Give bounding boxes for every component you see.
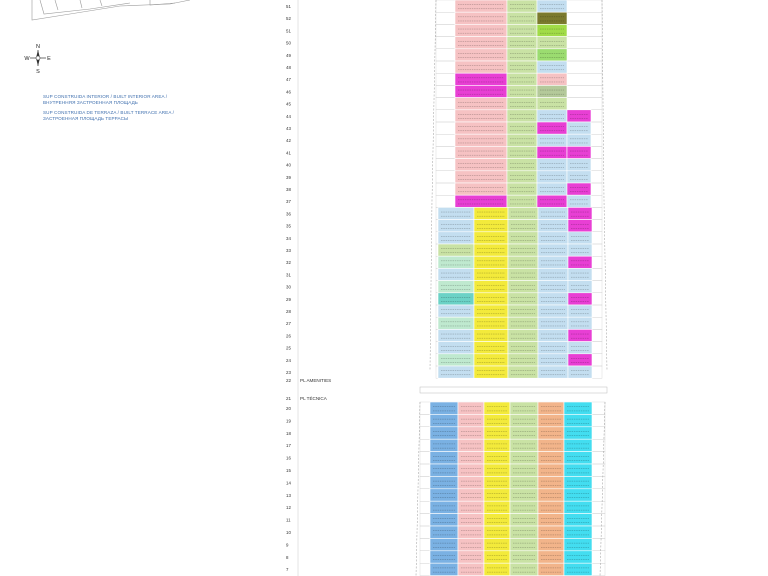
unit-cell-green [507, 183, 537, 195]
unit-cell-green [508, 329, 538, 341]
unit-cell-blue [430, 402, 458, 414]
unit-cell-pink [455, 0, 507, 12]
unit-cell-right [537, 98, 567, 110]
unit-cell-yellow [484, 526, 510, 538]
unit-cell-salmon [538, 414, 564, 426]
unit-cell-green [508, 293, 538, 305]
unit-cell-cyan [564, 427, 592, 439]
floor-number: 47 [286, 77, 291, 83]
unit-cell-pink [455, 134, 507, 146]
unit-cell-green [507, 134, 537, 146]
unit-cell-right [568, 305, 592, 317]
unit-cell-a [438, 244, 474, 256]
unit-cell-salmon [538, 514, 564, 526]
floor-number: 25 [286, 345, 291, 351]
unit-cell-salmon [538, 464, 564, 476]
floor-number: 44 [286, 113, 291, 119]
unit-cell-green [507, 49, 537, 61]
unit-cell-a [438, 305, 474, 317]
floor-number: 18 [286, 430, 291, 436]
unit-cell-green [508, 220, 538, 232]
unit-cell-right [537, 146, 567, 158]
floor-number: 40 [286, 162, 291, 168]
unit-cell-right [568, 232, 592, 244]
unit-cell-green [510, 414, 538, 426]
unit-cell-yellow [474, 329, 508, 341]
unit-cell-a [438, 329, 474, 341]
unit-cell-pale [538, 293, 568, 305]
compass-east-label: E [47, 56, 51, 62]
floor-number: 9 [286, 542, 289, 548]
unit-cell-a [438, 220, 474, 232]
amenities-floor-number: 22 [286, 378, 292, 383]
technical-floor-number: 21 [286, 396, 292, 401]
floor-number: 23 [286, 370, 291, 375]
unit-cell-pink [455, 37, 507, 49]
unit-cell-yellow [474, 232, 508, 244]
unit-cell-pink [458, 439, 484, 451]
unit-cell-blue [430, 526, 458, 538]
unit-cell-extra [567, 146, 591, 158]
unit-cell-pale [538, 342, 568, 354]
unit-cell-cyan [564, 514, 592, 526]
unit-cell-yellow [484, 538, 510, 550]
unit-cell-yellow [484, 427, 510, 439]
unit-cell-salmon [538, 501, 564, 513]
unit-cell-cyan [564, 452, 592, 464]
unit-cell-cyan [564, 402, 592, 414]
amenities-slab [420, 387, 607, 393]
unit-cell-extra [567, 110, 591, 122]
unit-cell-cyan [564, 551, 592, 563]
unit-cell-pink [455, 61, 507, 73]
unit-cell-a [438, 342, 474, 354]
unit-cell-pink [458, 452, 484, 464]
unit-cell-right [568, 366, 592, 378]
unit-cell-salmon [538, 563, 564, 575]
floor-number: 34 [286, 235, 291, 241]
unit-cell-yellow [474, 305, 508, 317]
unit-cell-yellow [474, 342, 508, 354]
unit-cell-blue [430, 464, 458, 476]
unit-cell-green [507, 98, 537, 110]
unit-cell-pink [458, 464, 484, 476]
unit-cell-extra [567, 122, 591, 134]
unit-cell-right [568, 268, 592, 280]
unit-cell-blue [430, 452, 458, 464]
unit-cell-yellow [484, 476, 510, 488]
unit-cell-pink [455, 146, 507, 158]
unit-cell-right [537, 49, 567, 61]
unit-cell-yellow [474, 366, 508, 378]
technical-floor-label: PL TÉCNICA [300, 396, 327, 401]
unit-cell-pink [458, 563, 484, 575]
floor-number: 15 [286, 468, 291, 473]
unit-cell-blue [430, 563, 458, 575]
unit-cell-pink [455, 195, 507, 207]
unit-cell-green [507, 110, 537, 122]
floor-number: 52 [286, 16, 291, 22]
unit-cell-right [537, 37, 567, 49]
floor-number: 10 [286, 530, 291, 535]
unit-cell-a [438, 354, 474, 366]
unit-cell-pale [538, 305, 568, 317]
unit-cell-green [508, 366, 538, 378]
unit-cell-right [568, 354, 592, 366]
floor-number: 7 [286, 567, 289, 573]
unit-cell-yellow [484, 514, 510, 526]
unit-cell-green [507, 12, 537, 24]
unit-cell-right [537, 171, 567, 183]
unit-cell-pale [538, 317, 568, 329]
unit-cell-pink [455, 122, 507, 134]
unit-cell-salmon [538, 439, 564, 451]
unit-cell-pink [455, 183, 507, 195]
floor-number: 17 [286, 443, 291, 449]
unit-cell-yellow [484, 551, 510, 563]
site-plan-fragment [32, 0, 190, 20]
floor-number: 29 [286, 296, 291, 302]
unit-cell-green [508, 256, 538, 268]
unit-cell-right [568, 256, 592, 268]
unit-cell-right [537, 195, 567, 207]
unit-cell-a [438, 232, 474, 244]
floor-number: 41 [286, 150, 291, 156]
unit-cell-green [510, 439, 538, 451]
unit-cell-right [568, 329, 592, 341]
unit-cell-pink [455, 159, 507, 171]
floor-number: 46 [286, 89, 291, 95]
unit-cell-extra [567, 183, 591, 195]
unit-cell-pink [455, 49, 507, 61]
floor-number: 43 [286, 126, 291, 131]
unit-cell-green [510, 452, 538, 464]
floor-number: 28 [286, 309, 291, 314]
unit-cell-right [537, 73, 567, 85]
floor-number: 8 [286, 554, 289, 560]
unit-cell-green [507, 85, 537, 97]
unit-cell-yellow [474, 256, 508, 268]
unit-cell-salmon [538, 489, 564, 501]
unit-cell-blue [430, 538, 458, 550]
unit-cell-pale [538, 268, 568, 280]
legend-interior-line-1: SUP CONSTRUIDA INTERIOR / BUILT INTERIOR AREA / [43, 94, 168, 99]
legend-terrace-line-1: SUP CONSTRUIDA DE TERRAZA / BUILT TERRACE AREA / [43, 110, 174, 115]
unit-cell-right [568, 342, 592, 354]
unit-cell-right [568, 281, 592, 293]
unit-cell-right [537, 85, 567, 97]
floor-number: 36 [286, 211, 291, 217]
unit-cell-green [507, 195, 537, 207]
unit-cell-pink [458, 402, 484, 414]
unit-cell-pale [538, 232, 568, 244]
unit-cell-green [510, 427, 538, 439]
unit-cell-extra [567, 195, 591, 207]
unit-cell-a [438, 268, 474, 280]
unit-cell-green [508, 281, 538, 293]
unit-cell-pale [538, 366, 568, 378]
unit-cell-right [537, 0, 567, 12]
unit-cell-green [507, 73, 537, 85]
floor-number: 51 [286, 4, 291, 9]
unit-cell-pink [458, 514, 484, 526]
floor-number: 12 [286, 505, 291, 511]
unit-cell-blue [430, 476, 458, 488]
unit-cell-green [507, 24, 537, 36]
legend-interior-line-2: ВНУТРЕННЯЯ ЗАСТРОЕННАЯ ПЛОЩАДЬ [43, 100, 138, 105]
unit-cell-salmon [538, 551, 564, 563]
unit-cell-right [537, 183, 567, 195]
floor-number: 32 [286, 260, 291, 266]
unit-cell-pale [538, 281, 568, 293]
unit-cell-yellow [484, 464, 510, 476]
floor-number: 16 [286, 455, 291, 461]
floor-number: 38 [286, 187, 291, 192]
unit-cell-green [508, 305, 538, 317]
unit-cell-right [537, 12, 567, 24]
floor-number: 19 [286, 418, 291, 424]
unit-cell-green [510, 402, 538, 414]
unit-cell-pink [458, 551, 484, 563]
unit-cell-blue [430, 489, 458, 501]
unit-cell-green [507, 171, 537, 183]
unit-cell-green [508, 207, 538, 219]
unit-cell-right [568, 293, 592, 305]
unit-cell-blue [430, 427, 458, 439]
floor-number: 31 [286, 272, 291, 278]
unit-cell-pale [538, 244, 568, 256]
unit-cell-blue [430, 439, 458, 451]
unit-cell-green [508, 317, 538, 329]
floor-number: 39 [286, 174, 291, 180]
unit-cell-pink [458, 427, 484, 439]
unit-cell-yellow [484, 489, 510, 501]
unit-cell-a [438, 207, 474, 219]
unit-cell-salmon [538, 526, 564, 538]
unit-cell-a [438, 281, 474, 293]
unit-cell-cyan [564, 526, 592, 538]
unit-cell-green [510, 514, 538, 526]
unit-cell-extra [567, 171, 591, 183]
unit-cell-yellow [484, 439, 510, 451]
unit-cell-cyan [564, 538, 592, 550]
unit-cell-green [507, 122, 537, 134]
floor-number: 13 [286, 492, 291, 498]
unit-cell-pink [458, 526, 484, 538]
unit-cell-green [510, 538, 538, 550]
unit-cell-green [510, 476, 538, 488]
unit-cell-right [568, 244, 592, 256]
floor-number: 42 [286, 138, 291, 144]
unit-cell-right [568, 317, 592, 329]
unit-cell-extra [567, 134, 591, 146]
unit-cell-right [537, 134, 567, 146]
floor-number: 27 [286, 321, 291, 327]
floor-number: 14 [286, 480, 291, 486]
north-compass-icon [30, 50, 46, 66]
unit-cell-pink [455, 24, 507, 36]
unit-cell-extra [567, 159, 591, 171]
unit-cell-a [438, 317, 474, 329]
unit-cell-salmon [538, 476, 564, 488]
unit-cell-green [510, 563, 538, 575]
unit-cell-salmon [538, 402, 564, 414]
floor-number-labels [286, 4, 291, 572]
unit-cell-yellow [474, 354, 508, 366]
unit-cell-right [537, 24, 567, 36]
unit-cell-a [438, 293, 474, 305]
unit-cell-a [438, 256, 474, 268]
unit-cell-green [510, 526, 538, 538]
unit-cell-green [510, 464, 538, 476]
unit-cell-yellow [474, 281, 508, 293]
unit-cell-yellow [484, 452, 510, 464]
unit-cell-cyan [564, 464, 592, 476]
unit-cell-pale [538, 354, 568, 366]
floor-number: 48 [286, 65, 291, 70]
unit-cell-pink [458, 501, 484, 513]
unit-cell-yellow [484, 402, 510, 414]
unit-cell-pale [538, 329, 568, 341]
unit-cell-yellow [474, 207, 508, 219]
floor-number: 37 [286, 199, 291, 205]
unit-cell-right [537, 159, 567, 171]
unit-cell-pink [455, 73, 507, 85]
unit-cell-pink [458, 476, 484, 488]
unit-cell-green [508, 268, 538, 280]
unit-cell-green [507, 146, 537, 158]
unit-cell-yellow [484, 414, 510, 426]
unit-cell-yellow [474, 293, 508, 305]
unit-cell-green [507, 61, 537, 73]
unit-cell-salmon [538, 427, 564, 439]
unit-cell-yellow [474, 220, 508, 232]
floor-number: 50 [286, 40, 291, 46]
unit-cell-cyan [564, 439, 592, 451]
unit-cell-green [508, 244, 538, 256]
unit-cell-pale [538, 220, 568, 232]
floor-number: 30 [286, 284, 291, 290]
unit-cell-pink [455, 12, 507, 24]
unit-cell-yellow [484, 501, 510, 513]
unit-cell-pale [538, 207, 568, 219]
compass-north-label: N [36, 44, 40, 50]
floor-number: 35 [286, 223, 291, 229]
unit-cell-right [537, 110, 567, 122]
floor-number: 45 [286, 101, 291, 107]
unit-cell-green [510, 551, 538, 563]
unit-cell-cyan [564, 563, 592, 575]
floor-number: 20 [286, 406, 291, 411]
unit-cell-salmon [538, 452, 564, 464]
compass-west-label: W [24, 56, 30, 62]
unit-cell-right [537, 122, 567, 134]
unit-cell-right [537, 61, 567, 73]
unit-cell-green [507, 37, 537, 49]
legend-terrace-line-2: ЗАСТРОЕННАЯ ПЛОЩАДЬ ТЕРРАСЫ [43, 116, 129, 121]
unit-cell-blue [430, 501, 458, 513]
floor-number: 11 [286, 517, 291, 523]
unit-cell-yellow [474, 244, 508, 256]
unit-cell-right [568, 220, 592, 232]
unit-cell-blue [430, 551, 458, 563]
floor-number: 24 [286, 357, 291, 363]
unit-cell-blue [430, 514, 458, 526]
unit-cell-pink [455, 110, 507, 122]
floor-number: 49 [286, 52, 291, 58]
unit-cell-blue [430, 414, 458, 426]
unit-cell-yellow [484, 563, 510, 575]
unit-cell-salmon [538, 538, 564, 550]
compass-south-label: S [36, 69, 40, 75]
unit-cell-pink [458, 489, 484, 501]
unit-cell-pink [455, 171, 507, 183]
unit-cell-pale [538, 256, 568, 268]
unit-cell-pink [458, 414, 484, 426]
unit-cell-green [507, 159, 537, 171]
unit-cell-pink [455, 85, 507, 97]
unit-cell-a [438, 366, 474, 378]
unit-cell-cyan [564, 414, 592, 426]
unit-cell-green [507, 0, 537, 12]
unit-cell-pink [458, 538, 484, 550]
floor-number: 51 [286, 28, 291, 34]
unit-cell-yellow [474, 317, 508, 329]
unit-columns [430, 0, 592, 576]
floor-number: 26 [286, 333, 291, 339]
unit-cell-cyan [564, 476, 592, 488]
floor-number: 33 [286, 248, 291, 253]
unit-cell-yellow [474, 268, 508, 280]
unit-cell-green [510, 501, 538, 513]
unit-cell-green [508, 354, 538, 366]
unit-cell-right [568, 207, 592, 219]
unit-cell-green [510, 489, 538, 501]
unit-cell-pink [455, 98, 507, 110]
unit-cell-cyan [564, 489, 592, 501]
unit-cell-green [508, 232, 538, 244]
unit-cell-green [508, 342, 538, 354]
unit-cell-cyan [564, 501, 592, 513]
amenities-floor-label: PL AMENITIES [300, 378, 332, 383]
